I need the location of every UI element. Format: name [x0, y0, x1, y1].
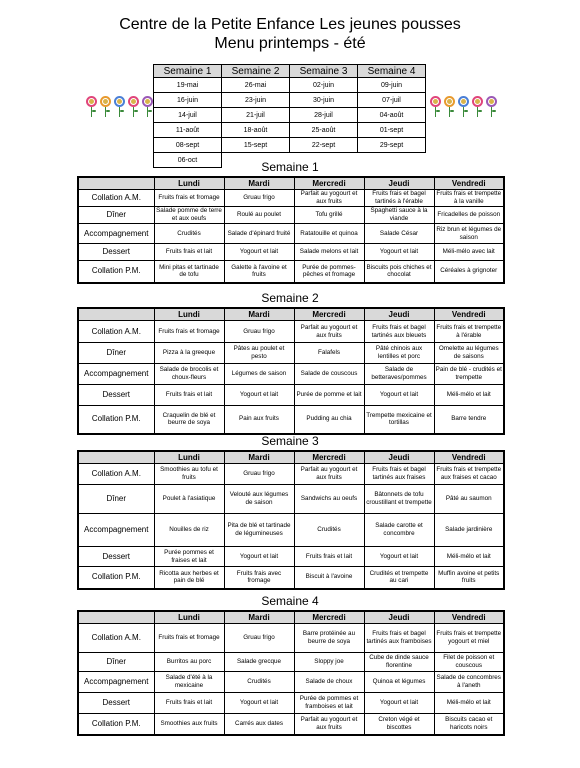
page-title: Centre de la Petite Enfance Les jeunes pousses	[119, 16, 461, 33]
menu-cell: Craquelin de blé et beurre de soya	[154, 406, 224, 434]
dates-header: Semaine 2	[222, 65, 290, 78]
menu-cell: Fruits frais et lait	[294, 547, 364, 567]
date-cell: 14-juil	[154, 108, 222, 123]
menu-cell: Trempette mexicaine et tortillas	[364, 406, 434, 434]
meal-label: Collation P.M.	[78, 261, 154, 283]
menu-cell: Gruau frigo	[224, 464, 294, 485]
flower-icon	[86, 96, 97, 118]
day-header: Mardi	[224, 611, 294, 624]
menu-cell: Méli-mélo et lait	[434, 547, 504, 567]
date-cell: 30-juin	[290, 93, 358, 108]
menu-cell: Crudités et trempette au cari	[364, 567, 434, 589]
dates-table	[153, 64, 426, 168]
menu-cell: Yogourt et lait	[364, 385, 434, 406]
date-cell: 11-août	[154, 123, 222, 138]
date-cell: 02-juin	[290, 78, 358, 93]
date-cell: 21-juil	[222, 108, 290, 123]
menu-cell: Yogourt et lait	[224, 547, 294, 567]
menu-cell: Pâté au saumon	[434, 485, 504, 514]
menu-cell: Parfait au yogourt et aux fruits	[294, 190, 364, 207]
menu-cell: Méli-mélo et lait	[434, 385, 504, 406]
menu-cell: Velouté aux légumes de saison	[224, 485, 294, 514]
week-title: Semaine 2	[261, 291, 319, 305]
corner-cell	[78, 177, 154, 190]
day-header: Lundi	[154, 451, 224, 464]
corner-cell	[78, 611, 154, 624]
menu-cell: Yogourt et lait	[364, 547, 434, 567]
menu-cell: Céréales à grignoter	[434, 261, 504, 283]
menu-cell: Fricadelles de poisson	[434, 207, 504, 224]
menu-cell: Fruits frais et trempette à la vanille	[434, 190, 504, 207]
menu-cell: Yogourt et lait	[224, 693, 294, 714]
meal-label: Collation P.M.	[78, 406, 154, 434]
menu-cell: Omelette au légumes de saisons	[434, 343, 504, 364]
menu-cell: Sandwichs au oeufs	[294, 485, 364, 514]
meal-label: Dessert	[78, 244, 154, 261]
day-header: Lundi	[154, 611, 224, 624]
menu-cell: Yogourt et lait	[224, 244, 294, 261]
corner-cell	[78, 451, 154, 464]
menu-cell: Fruits frais et lait	[154, 693, 224, 714]
menu-cell: Fruits frais et fromage	[154, 321, 224, 343]
menu-cell: Fruits frais et bagel tartinés à l'érable	[364, 190, 434, 207]
day-header: Vendredi	[434, 451, 504, 464]
meal-label: Accompagnement	[78, 514, 154, 547]
menu-cell: Creton végé et biscottes	[364, 714, 434, 735]
meal-label: Collation A.M.	[78, 624, 154, 653]
menu-cell: Sloppy joe	[294, 653, 364, 672]
menu-cell: Smoothies au tofu et fruits	[154, 464, 224, 485]
menu-table	[77, 610, 505, 736]
menu-cell: Burritos au porc	[154, 653, 224, 672]
day-header: Jeudi	[364, 611, 434, 624]
date-cell: 04-août	[358, 108, 426, 123]
menu-cell: Filet de poisson et couscous	[434, 653, 504, 672]
day-header: Mardi	[224, 451, 294, 464]
date-cell: 16-juin	[154, 93, 222, 108]
flower-icon	[444, 96, 455, 118]
menu-cell: Tofu grillé	[294, 207, 364, 224]
menu-cell: Salade jardinière	[434, 514, 504, 547]
menu-cell: Crudités	[154, 224, 224, 244]
date-cell: 18-août	[222, 123, 290, 138]
day-header: Vendredi	[434, 611, 504, 624]
menu-cell: Pita de blé et tartinade de légumineuses	[224, 514, 294, 547]
week-title: Semaine 1	[261, 160, 319, 174]
meal-label: Dessert	[78, 547, 154, 567]
menu-cell: Purée de pommes-pêches et fromage	[294, 261, 364, 283]
menu-cell: Mini pitas et tartinade de tofu	[154, 261, 224, 283]
date-cell: 19-mai	[154, 78, 222, 93]
menu-cell: Fruits frais avec fromage	[224, 567, 294, 589]
menu-cell: Yogourt et lait	[364, 244, 434, 261]
flower-icon	[114, 96, 125, 118]
menu-cell: Fruits frais et bagel tartinés aux framboises	[364, 624, 434, 653]
menu-cell: Spaghetti sauce à la viande	[364, 207, 434, 224]
menu-cell: Fruits frais et fromage	[154, 190, 224, 207]
menu-cell: Gruau frigo	[224, 321, 294, 343]
date-cell: 15-sept	[222, 138, 290, 153]
menu-cell: Salade d'épinard fruité	[224, 224, 294, 244]
menu-cell: Fruits frais et trempette aux fraises et cacao	[434, 464, 504, 485]
menu-cell: Muffin avoine et petits fruits	[434, 567, 504, 589]
menu-cell: Salade de betteraves/pommes	[364, 364, 434, 385]
date-cell: 06-oct	[154, 153, 222, 168]
week-title: Semaine 3	[261, 434, 319, 448]
day-header: Lundi	[154, 308, 224, 321]
day-header: Mercredi	[294, 451, 364, 464]
day-header: Mardi	[224, 308, 294, 321]
meal-label: Collation P.M.	[78, 714, 154, 735]
menu-cell: Parfait au yogourt et aux fruits	[294, 464, 364, 485]
menu-cell: Salade de choux	[294, 672, 364, 693]
menu-cell: Bâtonnets de tofu croustillant et trempette	[364, 485, 434, 514]
menu-cell: Crudités	[294, 514, 364, 547]
menu-cell: Salade carotte et concombre	[364, 514, 434, 547]
date-cell: 25-août	[290, 123, 358, 138]
flower-icon	[142, 96, 153, 118]
menu-cell: Salade melons et lait	[294, 244, 364, 261]
menu-cell: Pain aux fruits	[224, 406, 294, 434]
meal-label: Accompagnement	[78, 364, 154, 385]
menu-cell: Pâté chinois aux lentilles et porc	[364, 343, 434, 364]
menu-cell: Pizza à la greeque	[154, 343, 224, 364]
menu-cell: Yogourt et lait	[224, 385, 294, 406]
dates-header: Semaine 4	[358, 65, 426, 78]
date-cell: 08-sept	[154, 138, 222, 153]
menu-cell: Biscuits cacao et haricots noirs	[434, 714, 504, 735]
menu-cell: Carrés aux dates	[224, 714, 294, 735]
menu-table	[77, 176, 505, 284]
menu-cell: Salade de concombres à l'aneth	[434, 672, 504, 693]
corner-cell	[78, 308, 154, 321]
flower-icon	[458, 96, 469, 118]
menu-cell: Salade de couscous	[294, 364, 364, 385]
menu-cell: Fruits frais et lait	[154, 385, 224, 406]
menu-cell: Ratatouille et quinoa	[294, 224, 364, 244]
menu-cell: Ricotta aux herbes et pain de blé	[154, 567, 224, 589]
day-header: Vendredi	[434, 177, 504, 190]
flower-decoration-right	[430, 96, 497, 118]
meal-label: Collation P.M.	[78, 567, 154, 589]
menu-cell: Biscuits pois chiches et chocolat	[364, 261, 434, 283]
meal-label: Dîner	[78, 653, 154, 672]
menu-cell: Poulet à l'asiatique	[154, 485, 224, 514]
menu-cell: Fruits frais et fromage	[154, 624, 224, 653]
menu-cell: Galette à l'avoine et fruits	[224, 261, 294, 283]
date-cell: 07-juil	[358, 93, 426, 108]
dates-header: Semaine 1	[154, 65, 222, 78]
day-header: Vendredi	[434, 308, 504, 321]
meal-label: Accompagnement	[78, 224, 154, 244]
day-header: Jeudi	[364, 177, 434, 190]
day-header: Mardi	[224, 177, 294, 190]
dates-header: Semaine 3	[290, 65, 358, 78]
menu-cell: Fruits frais et lait	[154, 244, 224, 261]
meal-label: Dîner	[78, 485, 154, 514]
meal-label: Dîner	[78, 207, 154, 224]
menu-cell: Quinoa et légumes	[364, 672, 434, 693]
menu-cell: Purée de pomme et lait	[294, 385, 364, 406]
menu-cell: Gruau frigo	[224, 624, 294, 653]
menu-cell: Fruits frais et trempette à l'érable	[434, 321, 504, 343]
menu-cell: Salade d'été à la mexicaine	[154, 672, 224, 693]
flower-decoration-left	[86, 96, 153, 118]
menu-cell: Gruau frigo	[224, 190, 294, 207]
menu-cell: Fruits frais et bagel tartinés aux bleuets	[364, 321, 434, 343]
date-cell: 26-mai	[222, 78, 290, 93]
flower-icon	[100, 96, 111, 118]
menu-cell: Salade de brocolis et choux-fleurs	[154, 364, 224, 385]
menu-cell: Smoothies aux fruits	[154, 714, 224, 735]
day-header: Mercredi	[294, 177, 364, 190]
menu-cell: Légumes de saison	[224, 364, 294, 385]
date-cell: 22-sept	[290, 138, 358, 153]
menu-table	[77, 450, 505, 590]
date-cell: 09-juin	[358, 78, 426, 93]
menu-cell: Crudités	[224, 672, 294, 693]
menu-cell: Méli-mélo et lait	[434, 693, 504, 714]
menu-cell: Barre tendre	[434, 406, 504, 434]
menu-cell: Purée de pommes et framboises et lait	[294, 693, 364, 714]
week-title: Semaine 4	[261, 594, 319, 608]
meal-label: Accompagnement	[78, 672, 154, 693]
menu-cell: Biscuit à l'avoine	[294, 567, 364, 589]
menu-cell: Falafels	[294, 343, 364, 364]
date-cell: 29-sept	[358, 138, 426, 153]
day-header: Lundi	[154, 177, 224, 190]
menu-cell: Pudding au chia	[294, 406, 364, 434]
date-cell: 23-juin	[222, 93, 290, 108]
meal-label: Dessert	[78, 385, 154, 406]
menu-cell: Fruits frais et trempette yogourt et miel	[434, 624, 504, 653]
meal-label: Collation A.M.	[78, 321, 154, 343]
menu-cell: Nouilles de riz	[154, 514, 224, 547]
menu-cell: Barre protéinée au beurre de soya	[294, 624, 364, 653]
menu-cell: Yogourt et lait	[364, 693, 434, 714]
menu-cell: Salade grecque	[224, 653, 294, 672]
flower-icon	[430, 96, 441, 118]
flower-icon	[472, 96, 483, 118]
menu-cell: Pâtes au poulet et pesto	[224, 343, 294, 364]
menu-cell: Purée pommes et fraises et lait	[154, 547, 224, 567]
day-header: Mercredi	[294, 308, 364, 321]
meal-label: Collation A.M.	[78, 190, 154, 207]
day-header: Mercredi	[294, 611, 364, 624]
meal-label: Collation A.M.	[78, 464, 154, 485]
menu-cell: Roulé au poulet	[224, 207, 294, 224]
page-subtitle: Menu printemps - été	[214, 35, 366, 52]
menu-table	[77, 307, 505, 435]
menu-cell: Pain de blé - crudités et trempette	[434, 364, 504, 385]
menu-cell: Cube de dinde sauce florentine	[364, 653, 434, 672]
day-header: Jeudi	[364, 451, 434, 464]
date-cell: 28-juil	[290, 108, 358, 123]
menu-cell: Parfait au yogourt et aux fruits	[294, 321, 364, 343]
date-cell: 01-sept	[358, 123, 426, 138]
flower-icon	[486, 96, 497, 118]
menu-cell: Fruits frais et bagel tartinés aux fraises	[364, 464, 434, 485]
day-header: Jeudi	[364, 308, 434, 321]
flower-icon	[128, 96, 139, 118]
menu-cell: Riz brun et légumes de saison	[434, 224, 504, 244]
menu-cell: Méli-mélo avec lait	[434, 244, 504, 261]
menu-cell: Salade pomme de terre et aux oeufs	[154, 207, 224, 224]
menu-cell: Salade César	[364, 224, 434, 244]
meal-label: Dessert	[78, 693, 154, 714]
menu-cell: Parfait au yogourt et aux fruits	[294, 714, 364, 735]
meal-label: Dîner	[78, 343, 154, 364]
